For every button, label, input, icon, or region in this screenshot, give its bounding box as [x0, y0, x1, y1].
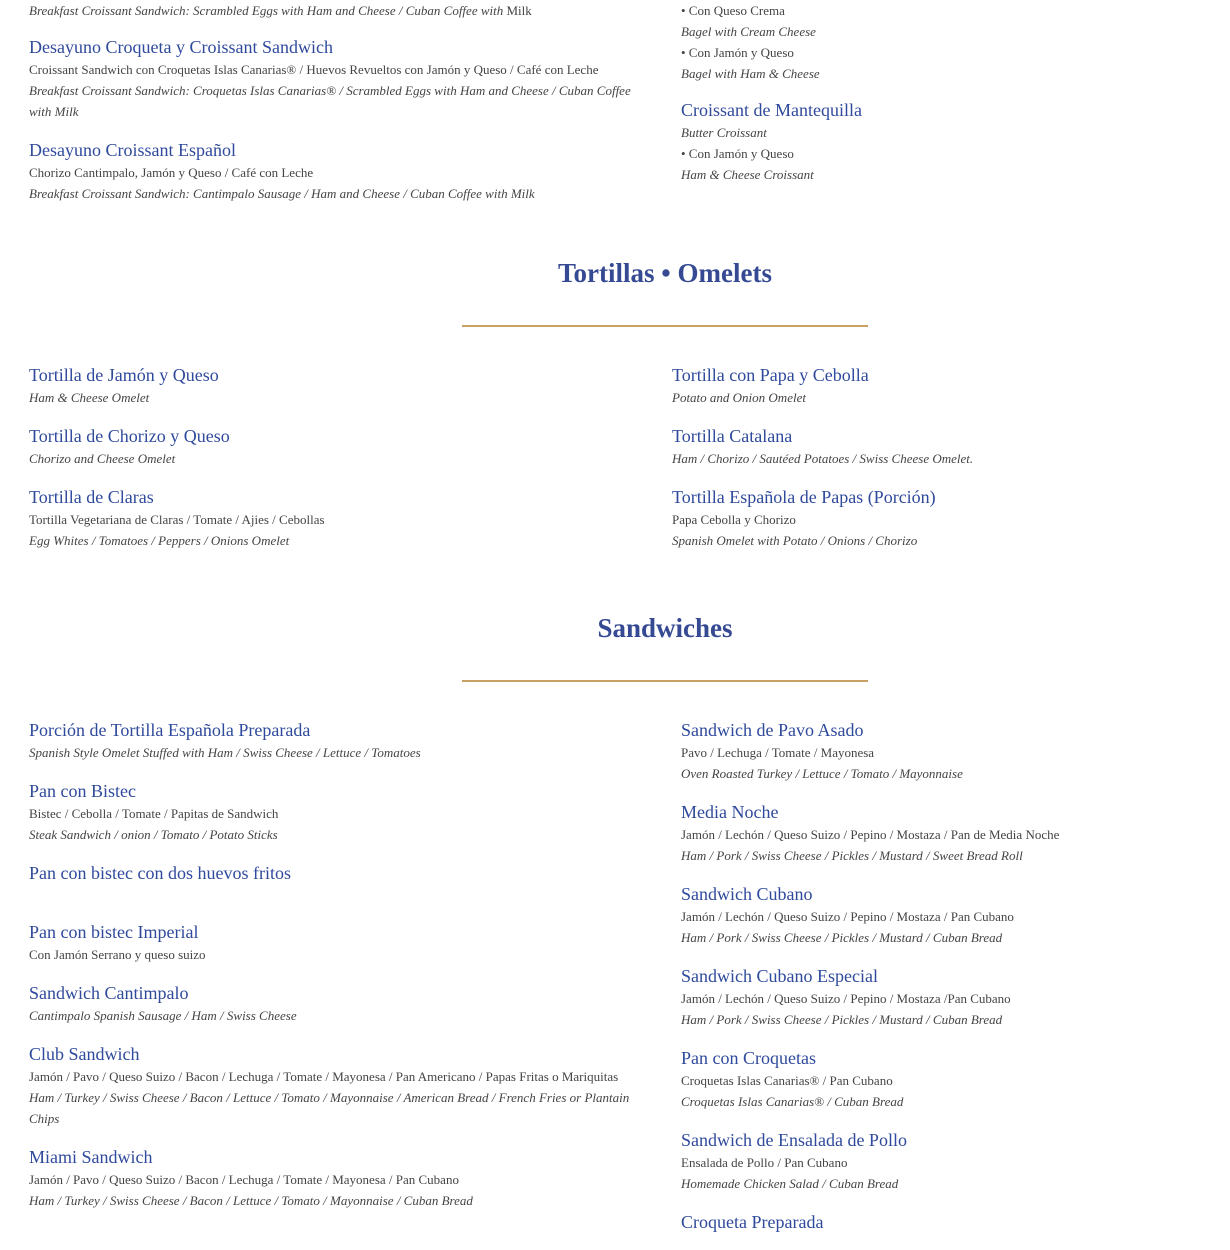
- menu-item-tortilla-papa-cebolla: [672, 364, 1212, 408]
- menu-item-pan-con-croquetas: [681, 1047, 1221, 1112]
- section-divider: [462, 325, 868, 327]
- menu-item-pavo-asado: [681, 719, 1221, 784]
- option-line: • Con Jamón y Queso: [681, 45, 794, 60]
- section-heading-tortillas: Tortillas • Omelets: [558, 258, 772, 288]
- item-title: Tortilla Española de Papas (Porción): [672, 487, 936, 507]
- item-description-en: Ham / Turkey / Swiss Cheese / Bacon / Lettuce / Tomato / Mayonnaise / Cuban Bread: [29, 1193, 473, 1208]
- menu-item-miami-sandwich: [29, 1146, 639, 1211]
- item-description-en: Ham / Turkey / Swiss Cheese / Bacon / Lettuce / Tomato / Mayonnaise / American Bread / French Fries or Plantain Chips: [29, 1090, 630, 1126]
- item-description-en: Spanish Omelet with Potato / Onions / Chorizo: [672, 533, 918, 548]
- item-title: Sandwich Cantimpalo: [29, 983, 189, 1003]
- item-description-en: Spanish Style Omelet Stuffed with Ham / Swiss Cheese / Lettuce / Tomatoes: [29, 745, 421, 760]
- item-title: Media Noche: [681, 802, 779, 822]
- item-description-en: Ham / Pork / Swiss Cheese / Pickles / Mustard / Cuban Bread: [681, 930, 1003, 945]
- item-title: Croqueta Preparada: [681, 1212, 824, 1232]
- item-title: Porción de Tortilla Española Preparada: [29, 720, 311, 740]
- option-line: • Con Queso Crema: [681, 3, 785, 18]
- option-line: Bagel with Cream Cheese: [681, 24, 816, 39]
- item-description-es: Bistec / Cebolla / Tomate / Papitas de Sandwich: [29, 806, 279, 821]
- item-description-es: Jamón / Lechón / Queso Suizo / Pepino / Mostaza /Pan Cubano: [681, 991, 1011, 1006]
- item-description-en: Breakfast Croissant Sandwich: Cantimpalo Sausage / Ham and Cheese / Cuban Coffee with Milk: [29, 186, 535, 201]
- item-description-es: Tortilla Vegetariana de Claras / Tomate / Ajies / Cebollas: [29, 512, 325, 527]
- menu-item-cubano-especial: [681, 965, 1221, 1030]
- item-description-en: Croquetas Islas Canarias® / Cuban Bread: [681, 1094, 904, 1109]
- item-description-en: Steak Sandwich / onion / Tomato / Potato Sticks: [29, 827, 278, 842]
- item-description-en: Ham / Pork / Swiss Cheese / Pickles / Mustard / Sweet Bread Roll: [681, 848, 1023, 863]
- item-description-es: Croissant Sandwich con Croquetas Islas Canarias® / Huevos Revueltos con Jamón y Queso / Café con Leche: [29, 62, 599, 77]
- item-title: Pan con bistec con dos huevos fritos: [29, 863, 291, 883]
- item-description-en: Ham / Chorizo / Sautéed Potatoes / Swiss Cheese Omelet.: [672, 451, 974, 466]
- item-title: Tortilla Catalana: [672, 426, 793, 446]
- menu-item-tortilla-espanola: [672, 486, 1212, 551]
- item-description-es: Ensalada de Pollo / Pan Cubano: [681, 1155, 848, 1170]
- menu-item-desayuno-croissant-espanol: [29, 139, 649, 204]
- item-description-es: Chorizo Cantimpalo, Jamón y Queso / Café con Leche: [29, 165, 314, 180]
- option-line: • Con Jamón y Queso: [681, 146, 794, 161]
- item-description-en: Breakfast Croissant Sandwich: Scrambled Eggs with Ham and Cheese / Cuban Coffee with Milk: [29, 3, 532, 18]
- item-description-en: Cantimpalo Spanish Sausage / Ham / Swiss Cheese: [29, 1008, 297, 1023]
- menu-item-breakfast-croissant: [29, 0, 649, 21]
- item-title: Club Sandwich: [29, 1044, 140, 1064]
- menu-item-sandwich-cubano: [681, 883, 1221, 948]
- item-description-es: Jamón / Lechón / Queso Suizo / Pepino / Mostaza / Pan Cubano: [681, 909, 1014, 924]
- menu-item-ensalada-pollo: [681, 1129, 1221, 1194]
- menu-item-pan-bistec-imperial: [29, 921, 639, 965]
- menu-item-porcion-tortilla: [29, 719, 639, 763]
- item-description-es: Jamón / Pavo / Queso Suizo / Bacon / Lechuga / Tomate / Mayonesa / Pan Cubano: [29, 1172, 459, 1187]
- item-description-es: Jamón / Pavo / Queso Suizo / Bacon / Lechuga / Tomate / Mayonesa / Pan Americano / Papas Fritas o Mariquitas: [29, 1069, 619, 1084]
- item-description-en: Oven Roasted Turkey / Lettuce / Tomato / Mayonnaise: [681, 766, 963, 781]
- item-title: Tortilla de Chorizo y Queso: [29, 426, 230, 446]
- item-title: Sandwich de Pavo Asado: [681, 720, 864, 740]
- item-description-en: Ham / Pork / Swiss Cheese / Pickles / Mustard / Cuban Bread: [681, 1012, 1003, 1027]
- menu-item-bagel-options: [681, 0, 1211, 84]
- item-description-en: Breakfast Croissant Sandwich: Croquetas Islas Canarias® / Scrambled Eggs with Ham and Cheese / Cuban Coffee with Milk: [29, 83, 631, 119]
- item-title: Sandwich Cubano Especial: [681, 966, 878, 986]
- item-title: Pan con bistec Imperial: [29, 922, 199, 942]
- item-description-en: Homemade Chicken Salad / Cuban Bread: [681, 1176, 899, 1191]
- tortillas-right-column: [672, 364, 1212, 568]
- item-title: Miami Sandwich: [29, 1147, 153, 1167]
- item-description-en: Egg Whites / Tomatoes / Peppers / Onions Omelet: [29, 533, 290, 548]
- menu-item-tortilla-catalana: [672, 425, 1212, 469]
- menu-item-sandwich-cantimpalo: [29, 982, 639, 1026]
- item-title: Tortilla de Jamón y Queso: [29, 365, 219, 385]
- item-description-en: Ham & Cheese Omelet: [29, 390, 150, 405]
- menu-item-desayuno-croqueta: [29, 36, 649, 122]
- menu-item-croissant-mantequilla: [681, 99, 1211, 185]
- item-description-en: Potato and Onion Omelet: [672, 390, 806, 405]
- item-description-es: Jamón / Lechón / Queso Suizo / Pepino / Mostaza / Pan de Media Noche: [681, 827, 1060, 842]
- item-title: Sandwich Cubano: [681, 884, 813, 904]
- option-line: Ham & Cheese Croissant: [681, 167, 814, 182]
- menu-item-tortilla-chorizo-queso: [29, 425, 649, 469]
- breakfast-right-column: [681, 0, 1211, 202]
- item-title: Tortilla de Claras: [29, 487, 154, 507]
- sandwiches-left-column: [29, 719, 639, 1228]
- item-description-es: Con Jamón Serrano y queso suizo: [29, 947, 206, 962]
- section-heading-sandwiches: Sandwiches: [597, 613, 733, 643]
- menu-item-croqueta-preparada: [681, 1211, 1221, 1233]
- item-title: Pan con Bistec: [29, 781, 136, 801]
- menu-item-club-sandwich: [29, 1043, 639, 1129]
- section-divider: [462, 680, 868, 682]
- item-description-es: Croquetas Islas Canarias® / Pan Cubano: [681, 1073, 893, 1088]
- option-line: Bagel with Ham & Cheese: [681, 66, 820, 81]
- item-title: Pan con Croquetas: [681, 1048, 816, 1068]
- item-title: Tortilla con Papa y Cebolla: [672, 365, 869, 385]
- menu-item-media-noche: [681, 801, 1221, 866]
- menu-item-tortilla-claras: [29, 486, 649, 551]
- item-description-es: Pavo / Lechuga / Tomate / Mayonesa: [681, 745, 875, 760]
- item-description-en: Chorizo and Cheese Omelet: [29, 451, 176, 466]
- item-description-es: Papa Cebolla y Chorizo: [672, 512, 796, 527]
- option-line: Butter Croissant: [681, 125, 767, 140]
- tortillas-left-column: [29, 364, 649, 568]
- menu-item-tortilla-jamon-queso: [29, 364, 649, 408]
- item-title: Desayuno Croqueta y Croissant Sandwich: [29, 37, 333, 57]
- menu-item-pan-bistec-huevos: [29, 862, 639, 884]
- sandwiches-right-column: [681, 719, 1221, 1250]
- item-title: Sandwich de Ensalada de Pollo: [681, 1130, 907, 1150]
- item-title: Desayuno Croissant Español: [29, 140, 236, 160]
- menu-item-pan-con-bistec: [29, 780, 639, 845]
- breakfast-left-column: [29, 0, 649, 221]
- item-title: Croissant de Mantequilla: [681, 100, 862, 120]
